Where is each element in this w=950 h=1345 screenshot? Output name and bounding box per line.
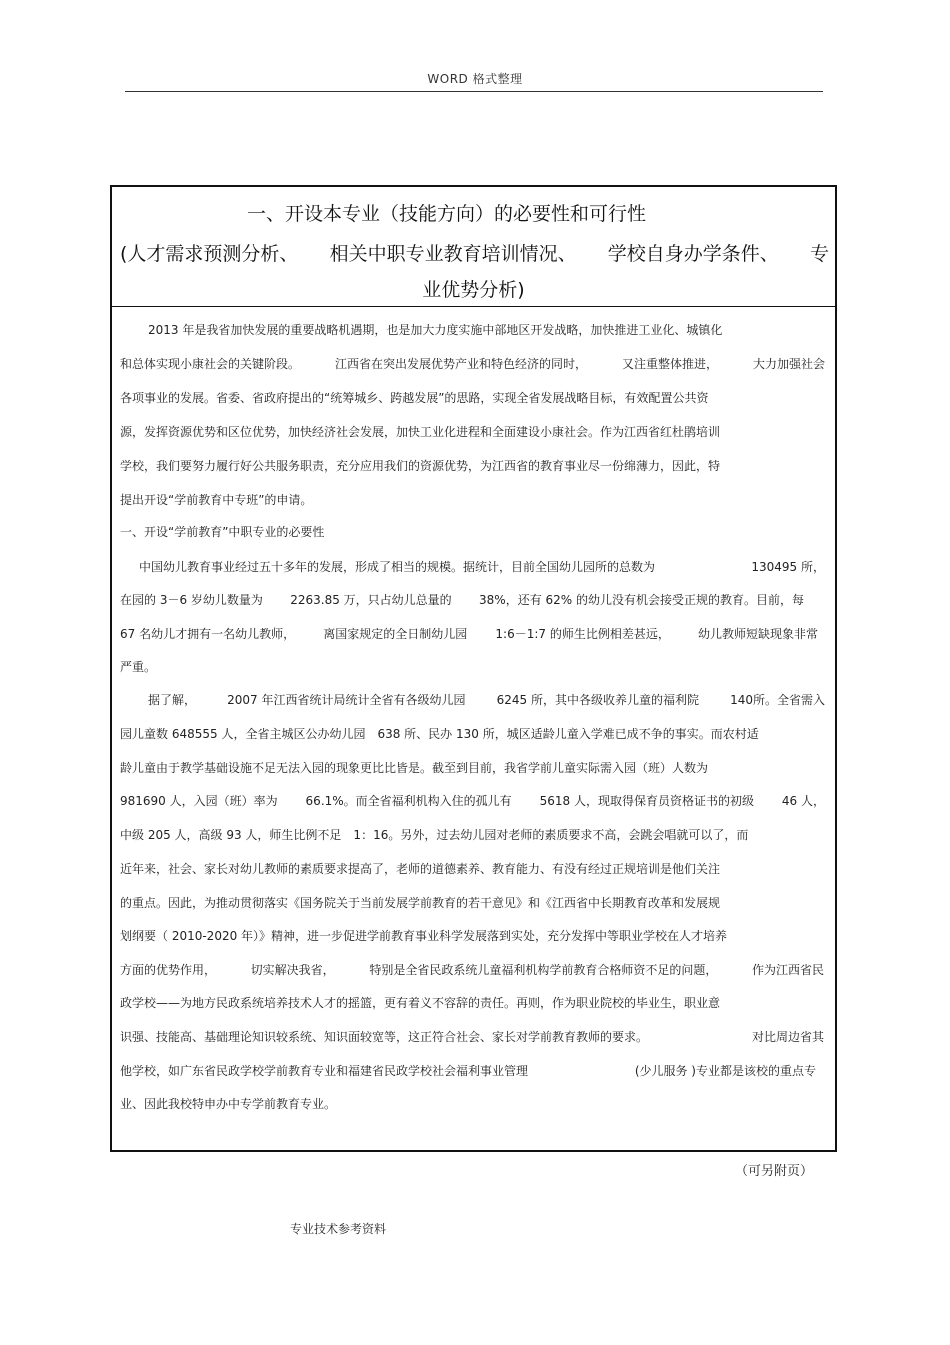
paragraph-line: 近年来，社会、家长对幼儿教师的素质要求提高了，老师的道德素养、教育能力、有没有经过正规培训是他们关注	[120, 862, 721, 876]
page-footer: 专业技术参考资料	[290, 1222, 387, 1236]
line-segment: 46 人，	[781, 794, 825, 808]
line-segment: 方面的优势作用，	[120, 963, 217, 977]
line-segment: 5618 人，现取得保育员资格证书的初级	[539, 794, 754, 808]
title-part: (人才需求预测分析、	[120, 243, 299, 265]
paragraph-line: 划纲要（ 2010-2020 年）》精神，进一步促进学前教育事业科学发展落到实处，充分发挥中等职业学校在人才培养	[120, 929, 728, 943]
paragraph-line	[120, 1062, 816, 1079]
subsection-heading: 一、开设“学前教育”中职专业的必要性	[120, 525, 325, 539]
attachment-note: （可另附页）	[735, 1164, 814, 1179]
header-divider	[125, 91, 823, 92]
line-segment: 2007 年江西省统计局统计全省有各级幼儿园	[227, 693, 466, 707]
title-part: 专	[809, 243, 829, 265]
line-segment: (少儿服务 )专业都是该校的重点专	[634, 1064, 816, 1078]
paragraph-line: 源，发挥资源优势和区位优势，加快经济社会发展，加快工业化进程和全面建设小康社会。作为江西省红杜鹃培训	[120, 425, 721, 439]
line-segment: 2263.85 万，只占幼儿总量的	[290, 593, 452, 607]
line-segment: 6245 所，其中各级收养儿童的福利院	[496, 693, 699, 707]
line-segment: 在园的 3－6 岁幼儿数量为	[120, 593, 263, 607]
paragraph-line	[120, 1028, 824, 1045]
paragraph-line: 学校，我们要努力履行好公共服务职责，充分应用我们的资源优势，为江西省的教育事业尽一份绵薄力，因此，特	[120, 459, 721, 473]
line-segment: 对比周边省其	[751, 1030, 824, 1044]
line-segment: 67 名幼儿才拥有一名幼儿教师，	[120, 627, 296, 641]
line-segment: 140所。全省需入	[730, 693, 825, 707]
line-segment: 66.1%。而全省福利机构入住的孤儿有	[305, 794, 512, 808]
line-segment: 中国幼儿教育事业经过五十多年的发展，形成了相当的规模。据统计，目前全国幼儿园所的总数为	[139, 560, 656, 574]
page-header: WORD 格式整理	[427, 72, 523, 86]
line-segment: 981690 人，入园（班）率为	[120, 794, 278, 808]
paragraph-line: 提出开设“学前教育中专班”的申请。	[120, 493, 313, 507]
line-segment: 切实解决我省，	[250, 963, 335, 977]
line-segment: 38%，还有 62% 的幼儿没有机会接受正规的教育。目前，每	[479, 593, 804, 607]
paragraph-line	[120, 355, 825, 372]
section-title-cell	[112, 187, 835, 307]
line-segment: 大力加强社会	[752, 357, 825, 371]
line-segment: 1:6－1:7 的师生比例相差甚远，	[495, 627, 670, 641]
section-title-line2	[120, 239, 829, 266]
line-segment: 130495 所，	[751, 560, 825, 574]
paragraph-line: 龄儿童由于教学基础设施不足无法入园的现象更比比皆是。截至到目前，我省学前儿童实际需入园（班）人数为	[120, 761, 709, 775]
paragraph-line	[120, 625, 818, 642]
line-segment: 识强、技能高、基础理论知识较系统、知识面较宽等，这正符合社会、家长对学前教育教师的要求。	[120, 1030, 649, 1044]
paragraph-line: 政学校——为地方民政系统培养技术人才的摇篮，更有着义不容辞的责任。再则，作为职业院校的毕业生，职业意	[120, 996, 721, 1010]
line-segment: 江西省在突出发展优势产业和特色经济的同时，	[334, 357, 587, 371]
paragraph-line	[120, 792, 825, 809]
paragraph-line	[120, 961, 824, 978]
line-segment: 特别是全省民政系统儿童福利机构学前教育合格师资不足的问题，	[369, 963, 718, 977]
line-segment: 又注重整体推进，	[621, 357, 718, 371]
line-segment: 离国家规定的全日制幼儿园	[323, 627, 468, 641]
paragraph-line	[148, 691, 825, 708]
paragraph-line	[139, 558, 825, 575]
paragraph-line: 中级 205 人，高级 93 人，师生比例不足 1：16。另外，过去幼儿园对老师的素质要求不高，会跳会唱就可以了，而	[120, 828, 749, 842]
line-segment: 和总体实现小康社会的关键阶段。	[120, 357, 301, 371]
paragraph-line	[120, 591, 804, 608]
title-part: 相关中职专业教育培训情况、	[329, 243, 577, 265]
paragraph-line: 2013 年是我省加快发展的重要战略机遇期，也是加大力度实施中部地区开发战略，加快推进工业化、城镇化	[148, 323, 723, 337]
content-table	[110, 185, 837, 1152]
paragraph-line: 严重。	[120, 660, 157, 674]
paragraph-line: 业、因此我校特申办中专学前教育专业。	[120, 1097, 337, 1111]
line-segment: 他学校，如广东省民政学校学前教育专业和福建省民政学校社会福利事业管理	[120, 1064, 529, 1078]
line-segment: 据了解，	[148, 693, 197, 707]
section-title-line1: 一、开设本专业（技能方向）的必要性和可行性	[247, 203, 647, 225]
line-segment: 作为江西省民	[751, 963, 824, 977]
paragraph-line: 各项事业的发展。省委、省政府提出的“统筹城乡、跨越发展”的思路，实现全省发展战略目标，有效配置公共资	[120, 391, 709, 405]
title-part: 学校自身办学条件、	[607, 243, 779, 265]
paragraph-line: 园儿童数 648555 人，全省主城区公办幼儿园 638 所、民办 130 所，城区适龄儿童入学难已成不争的事实。而农村适	[120, 727, 759, 741]
section-title-line3: 业优势分析)	[422, 279, 525, 301]
line-segment: 幼儿教师短缺现象非常	[697, 627, 818, 641]
paragraph-line: 的重点。因此，为推动贯彻落实《国务院关于当前发展学前教育的若干意见》和《江西省中长期教育改革和发展规	[120, 896, 721, 910]
